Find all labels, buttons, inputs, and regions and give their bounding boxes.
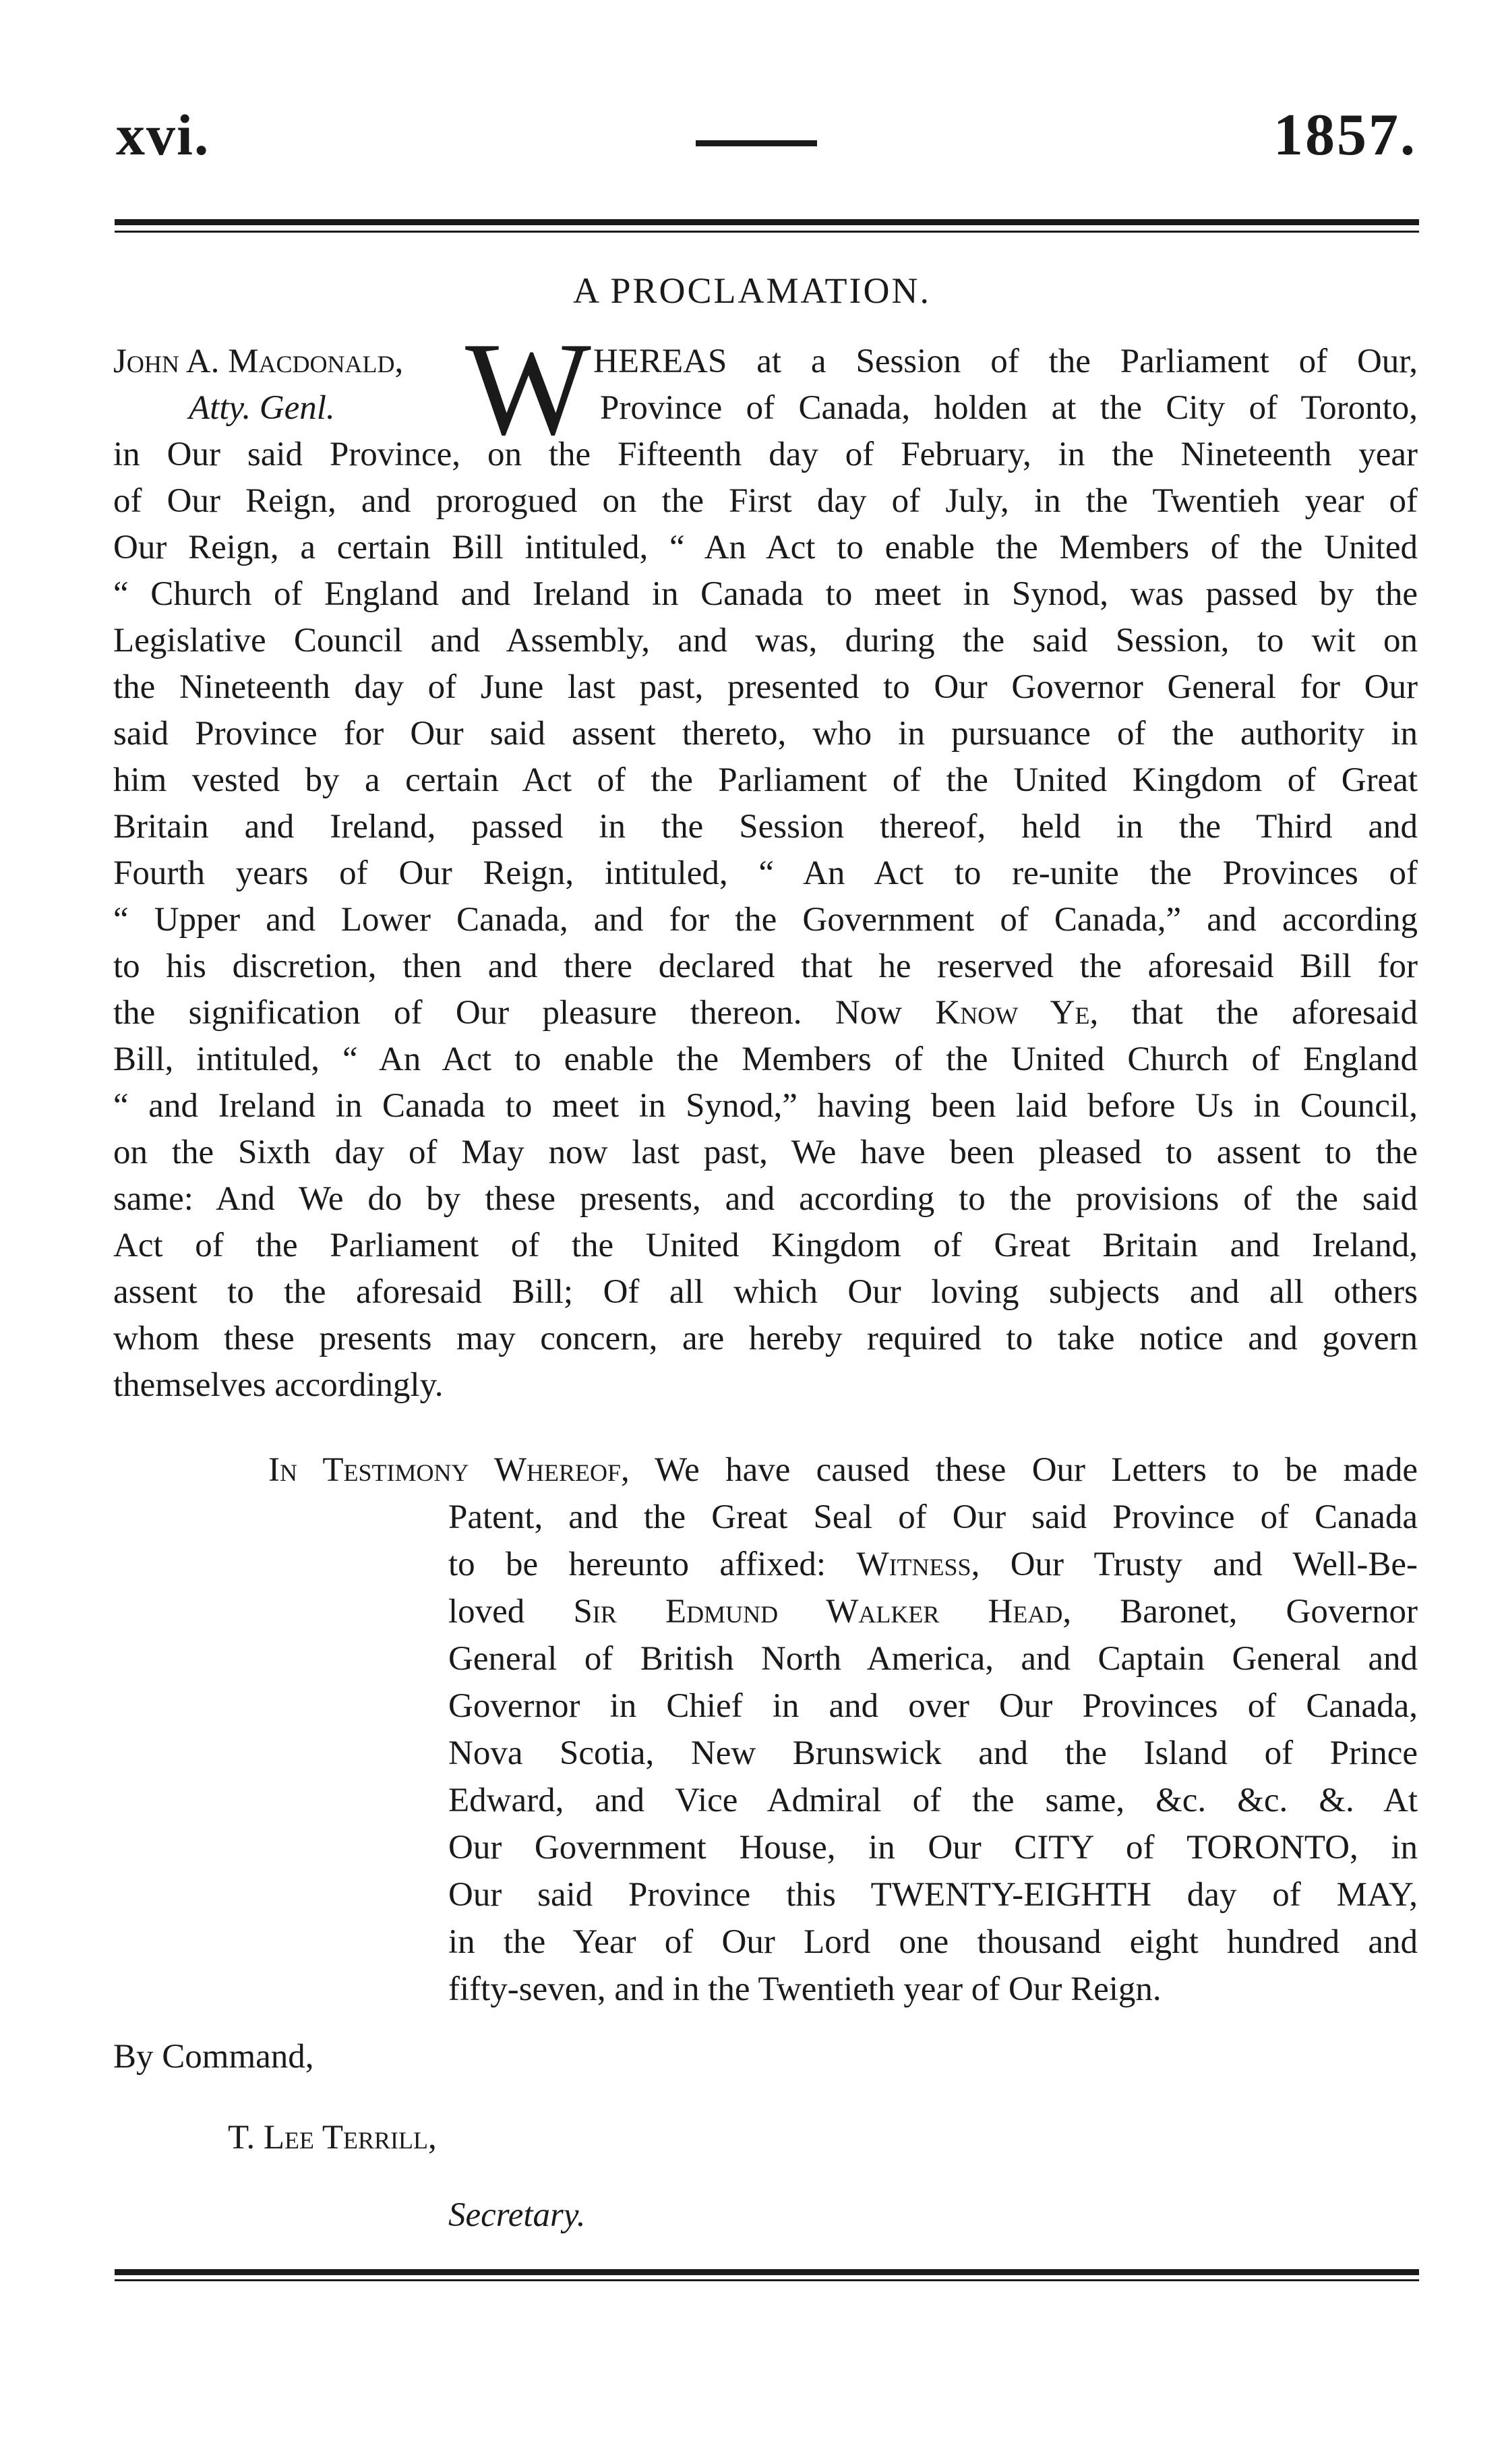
- testimony-line: in the Year of Our Lord one thousand eight hundred and: [448, 1923, 1418, 1961]
- body-line: “ Upper and Lower Canada, and for the Government of Canada,” and according: [113, 901, 1418, 939]
- testimony-line: to be hereunto affixed: Witness, Our Trusty and Well-Be-: [448, 1546, 1418, 1583]
- drop-cap: W: [465, 315, 591, 463]
- body-line: Legislative Council and Assembly, and was, during the said Session, to wit on: [113, 622, 1418, 659]
- header-dash: [696, 140, 817, 146]
- body-line: him vested by a certain Act of the Parliament of the United Kingdom of Great: [113, 761, 1418, 799]
- page-header: [116, 101, 1417, 175]
- body-line: Act of the Parliament of the United Kingdom of Great Britain and Ireland,: [113, 1227, 1418, 1264]
- signer-role: Secretary.: [448, 2196, 586, 2234]
- testimony-line: In Testimony Whereof, We have caused these Our Letters to be made: [268, 1451, 1418, 1489]
- body-line: Bill, intituled, “ An Act to enable the Members of the United Church of England: [113, 1040, 1418, 1078]
- body-line: of Our Reign, and prorogued on the First day of July, in the Twentieh year of: [113, 482, 1418, 520]
- testimony-line: Our said Province this TWENTY-EIGHTH day of MAY,: [448, 1876, 1418, 1914]
- body-line: the signification of Our pleasure thereon. Now Know Ye, that the aforesaid: [113, 994, 1418, 1032]
- top-double-rule: [115, 219, 1419, 233]
- body-line: Fourth years of Our Reign, intituled, “ An Act to re-unite the Provinces of: [113, 854, 1418, 892]
- testimony-line: Governor in Chief in and over Our Provinces of Canada,: [448, 1687, 1418, 1725]
- page-year: 1857.: [1273, 102, 1417, 168]
- body-line: said Province for Our said assent thereto, who in pursuance of the authority in: [113, 715, 1418, 753]
- body-line: the Nineteenth day of June last past, presented to Our Governor General for Our: [113, 668, 1418, 706]
- author-title: Atty. Genl.: [189, 389, 335, 427]
- signer-name: T. Lee Terrill,: [228, 2119, 437, 2157]
- page-number: xvi.: [116, 102, 210, 167]
- body-line: to his discretion, then and there declared that he reserved the aforesaid Bill for: [113, 947, 1418, 985]
- body-line: assent to the aforesaid Bill; Of all which Our loving subjects and all others: [113, 1273, 1418, 1311]
- testimony-line: Patent, and the Great Seal of Our said Province of Canada: [448, 1498, 1418, 1536]
- proclamation-title: A PROCLAMATION.: [572, 270, 932, 311]
- body-line: Our Reign, a certain Bill intituled, “ An Act to enable the Members of the United: [113, 529, 1418, 566]
- body-line: on the Sixth day of May now last past, We have been pleased to assent to the: [113, 1134, 1418, 1171]
- body-line: in Our said Province, on the Fifteenth day of February, in the Nineteenth year: [113, 436, 1418, 473]
- body-line: same: And We do by these presents, and according to the provisions of the said: [113, 1180, 1418, 1218]
- testimony-line: Edward, and Vice Admiral of the same, &c. &c. &. At: [448, 1782, 1418, 1819]
- body-line: HEREAS at a Session of the Parliament of Our,: [593, 343, 1418, 380]
- body-line: “ Church of England and Ireland in Canada to meet in Synod, was passed by the: [113, 575, 1418, 613]
- testimony-line: fifty-seven, and in the Twentieth year of Our Reign.: [448, 1970, 1162, 2008]
- body-line: Britain and Ireland, passed in the Session thereof, held in the Third and: [113, 808, 1418, 846]
- body-line: “ and Ireland in Canada to meet in Synod,” having been laid before Us in Council,: [113, 1087, 1418, 1125]
- by-command: By Command,: [113, 2038, 314, 2076]
- testimony-lead: In Testimony Whereof,: [268, 1451, 630, 1489]
- testimony-line: Our Government House, in Our CITY of TORONTO, in: [448, 1829, 1418, 1867]
- body-line: themselves accordingly.: [113, 1366, 444, 1404]
- body-line: Province of Canada, holden at the City of Toronto,: [600, 389, 1418, 427]
- testimony-line: loved Sir Edmund Walker Head, Baronet, Governor: [448, 1593, 1418, 1631]
- bottom-double-rule: [115, 2269, 1419, 2281]
- body-line: whom these presents may concern, are hereby required to take notice and govern: [113, 1320, 1418, 1357]
- testimony-line: General of British North America, and Captain General and: [448, 1640, 1418, 1678]
- author-name: John A. Macdonald,: [113, 343, 404, 380]
- testimony-line: Nova Scotia, New Brunswick and the Island of Prince: [448, 1734, 1418, 1772]
